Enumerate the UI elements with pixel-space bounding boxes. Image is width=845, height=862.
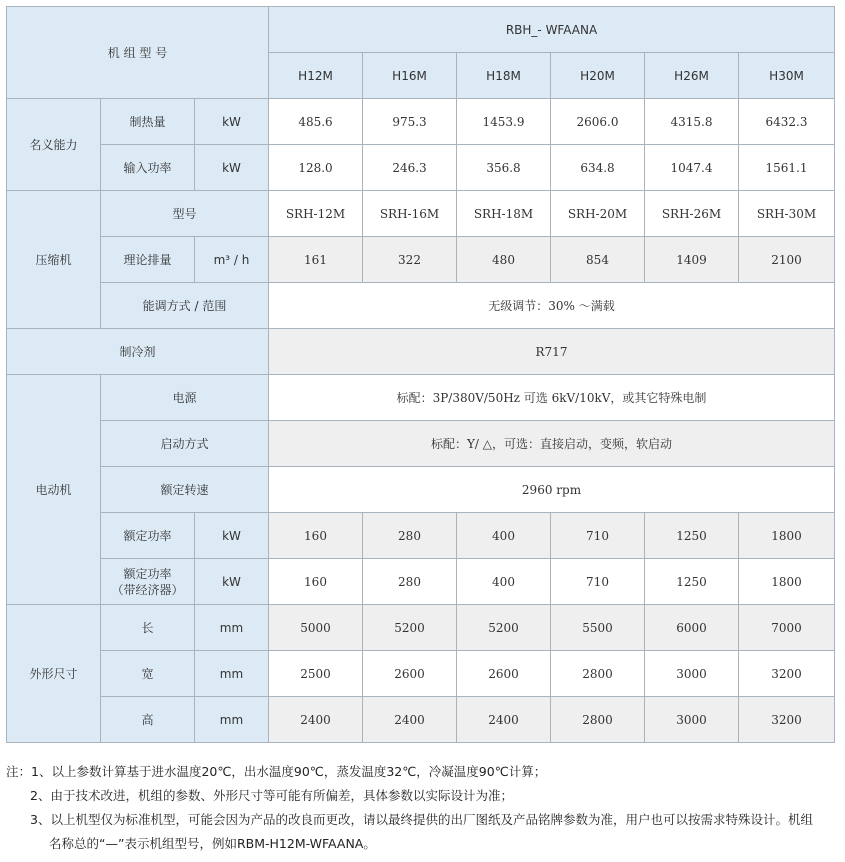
- heating-label: 制热量: [101, 99, 195, 145]
- table-row: [7, 191, 835, 237]
- model-h18m: H18M: [457, 53, 551, 99]
- input-power-value: 246.3: [363, 145, 457, 191]
- compressor-model-value: SRH-12M: [269, 191, 363, 237]
- rated-power-value: 1250: [645, 513, 739, 559]
- model-h30m: H30M: [739, 53, 835, 99]
- heating-unit: kW: [195, 99, 269, 145]
- rated-power-value: 160: [269, 513, 363, 559]
- motor-group-label: 电动机: [7, 375, 101, 605]
- refrigerant-value: R717: [269, 329, 835, 375]
- start-method-value: 标配：Y/ △，可选：直接启动，变频，软启动: [269, 421, 835, 467]
- rated-power-econ-value: 1250: [645, 559, 739, 605]
- model-h26m: H26M: [645, 53, 739, 99]
- series-header: RBH_- WFAANA: [269, 7, 835, 53]
- model-h16m: H16M: [363, 53, 457, 99]
- table-row: [7, 421, 835, 467]
- compressor-group-label: 压缩机: [7, 191, 101, 329]
- table-row: [7, 467, 835, 513]
- footnote-2: 2、由于技术改进，机组的参数、外形尺寸等可能有所偏差，具体参数以实际设计为准；: [30, 788, 513, 803]
- rated-power-value: 400: [457, 513, 551, 559]
- rated-power-econ-value: 160: [269, 559, 363, 605]
- power-supply-value: 标配：3P/380V/50Hz 可选 6kV/10kV，或其它特殊电制: [269, 375, 835, 421]
- rated-power-econ-label-line2: （带经济器）: [111, 582, 184, 597]
- width-value: 2500: [269, 651, 363, 697]
- length-value: 5200: [457, 605, 551, 651]
- table-row: [7, 559, 835, 605]
- length-value: 5500: [551, 605, 645, 651]
- input-power-value: 634.8: [551, 145, 645, 191]
- width-unit: mm: [195, 651, 269, 697]
- length-unit: mm: [195, 605, 269, 651]
- table-row: [7, 651, 835, 697]
- table-row: [7, 329, 835, 375]
- regulation-label: 能调方式 / 范围: [101, 283, 269, 329]
- table-row: [7, 375, 835, 421]
- input-power-value: 1561.1: [739, 145, 835, 191]
- input-power-label: 输入功率: [101, 145, 195, 191]
- heating-value: 4315.8: [645, 99, 739, 145]
- table-row: [7, 697, 835, 743]
- height-value: 2800: [551, 697, 645, 743]
- model-h20m: H20M: [551, 53, 645, 99]
- height-value: 3200: [739, 697, 835, 743]
- displacement-unit: m³ / h: [195, 237, 269, 283]
- table-row: [7, 145, 835, 191]
- footnote-1: 注：1、以上参数计算基于进水温度20℃，出水温度90℃，蒸发温度32℃，冷凝温度90℃计算；: [6, 764, 547, 779]
- displacement-value: 1409: [645, 237, 739, 283]
- rated-power-econ-value: 1800: [739, 559, 835, 605]
- rated-power-econ-value: 710: [551, 559, 645, 605]
- length-value: 5200: [363, 605, 457, 651]
- table-row: [7, 605, 835, 651]
- length-value: 5000: [269, 605, 363, 651]
- width-value: 2600: [457, 651, 551, 697]
- width-value: 2600: [363, 651, 457, 697]
- length-label: 长: [101, 605, 195, 651]
- rated-power-value: 280: [363, 513, 457, 559]
- height-label: 高: [101, 697, 195, 743]
- heating-value: 1453.9: [457, 99, 551, 145]
- input-power-value: 128.0: [269, 145, 363, 191]
- footnote-3: 3、以上机型仅为标准机型，可能会因为产品的改良而更改，请以最终提供的出厂图纸及产品铭牌参数为准，用户也可以按需求特殊设计。机组: [30, 812, 813, 827]
- rated-power-econ-unit: kW: [195, 559, 269, 605]
- width-value: 3200: [739, 651, 835, 697]
- input-power-unit: kW: [195, 145, 269, 191]
- compressor-model-value: SRH-20M: [551, 191, 645, 237]
- power-supply-label: 电源: [101, 375, 269, 421]
- rated-power-value: 710: [551, 513, 645, 559]
- spec-table: [6, 6, 835, 743]
- refrigerant-label: 制冷剂: [7, 329, 269, 375]
- footnote-3-continued: 名称总的“—”表示机组型号，例如RBM-H12M-WFAANA。: [49, 836, 376, 851]
- table-row: [7, 237, 835, 283]
- compressor-model-value: SRH-16M: [363, 191, 457, 237]
- compressor-model-value: SRH-18M: [457, 191, 551, 237]
- width-value: 3000: [645, 651, 739, 697]
- rated-power-econ-label: [101, 559, 195, 605]
- rated-speed-label: 额定转速: [101, 467, 269, 513]
- height-value: 2400: [363, 697, 457, 743]
- displacement-value: 2100: [739, 237, 835, 283]
- rated-power-label: 额定功率: [101, 513, 195, 559]
- height-value: 2400: [269, 697, 363, 743]
- table-row: [7, 513, 835, 559]
- displacement-label: 理论排量: [101, 237, 195, 283]
- height-unit: mm: [195, 697, 269, 743]
- displacement-value: 854: [551, 237, 645, 283]
- heating-value: 2606.0: [551, 99, 645, 145]
- heating-value: 975.3: [363, 99, 457, 145]
- footnotes: [6, 760, 836, 856]
- table-row: [7, 99, 835, 145]
- capacity-group-label: 名义能力: [7, 99, 101, 191]
- rated-speed-value: 2960 rpm: [269, 467, 835, 513]
- table-row: [7, 283, 835, 329]
- height-value: 3000: [645, 697, 739, 743]
- height-value: 2400: [457, 697, 551, 743]
- model-header: 机 组 型 号: [7, 7, 269, 99]
- displacement-value: 480: [457, 237, 551, 283]
- rated-power-econ-label-line1: 额定功率: [123, 566, 172, 581]
- compressor-model-label: 型号: [101, 191, 269, 237]
- width-value: 2800: [551, 651, 645, 697]
- input-power-value: 356.8: [457, 145, 551, 191]
- heating-value: 485.6: [269, 99, 363, 145]
- length-value: 6000: [645, 605, 739, 651]
- input-power-value: 1047.4: [645, 145, 739, 191]
- length-value: 7000: [739, 605, 835, 651]
- compressor-model-value: SRH-26M: [645, 191, 739, 237]
- start-method-label: 启动方式: [101, 421, 269, 467]
- model-h12m: H12M: [269, 53, 363, 99]
- width-label: 宽: [101, 651, 195, 697]
- displacement-value: 161: [269, 237, 363, 283]
- dimensions-group-label: 外形尺寸: [7, 605, 101, 743]
- rated-power-unit: kW: [195, 513, 269, 559]
- regulation-value: 无级调节：30% ～满载: [269, 283, 835, 329]
- displacement-value: 322: [363, 237, 457, 283]
- compressor-model-value: SRH-30M: [739, 191, 835, 237]
- rated-power-econ-value: 400: [457, 559, 551, 605]
- rated-power-value: 1800: [739, 513, 835, 559]
- heating-value: 6432.3: [739, 99, 835, 145]
- rated-power-econ-value: 280: [363, 559, 457, 605]
